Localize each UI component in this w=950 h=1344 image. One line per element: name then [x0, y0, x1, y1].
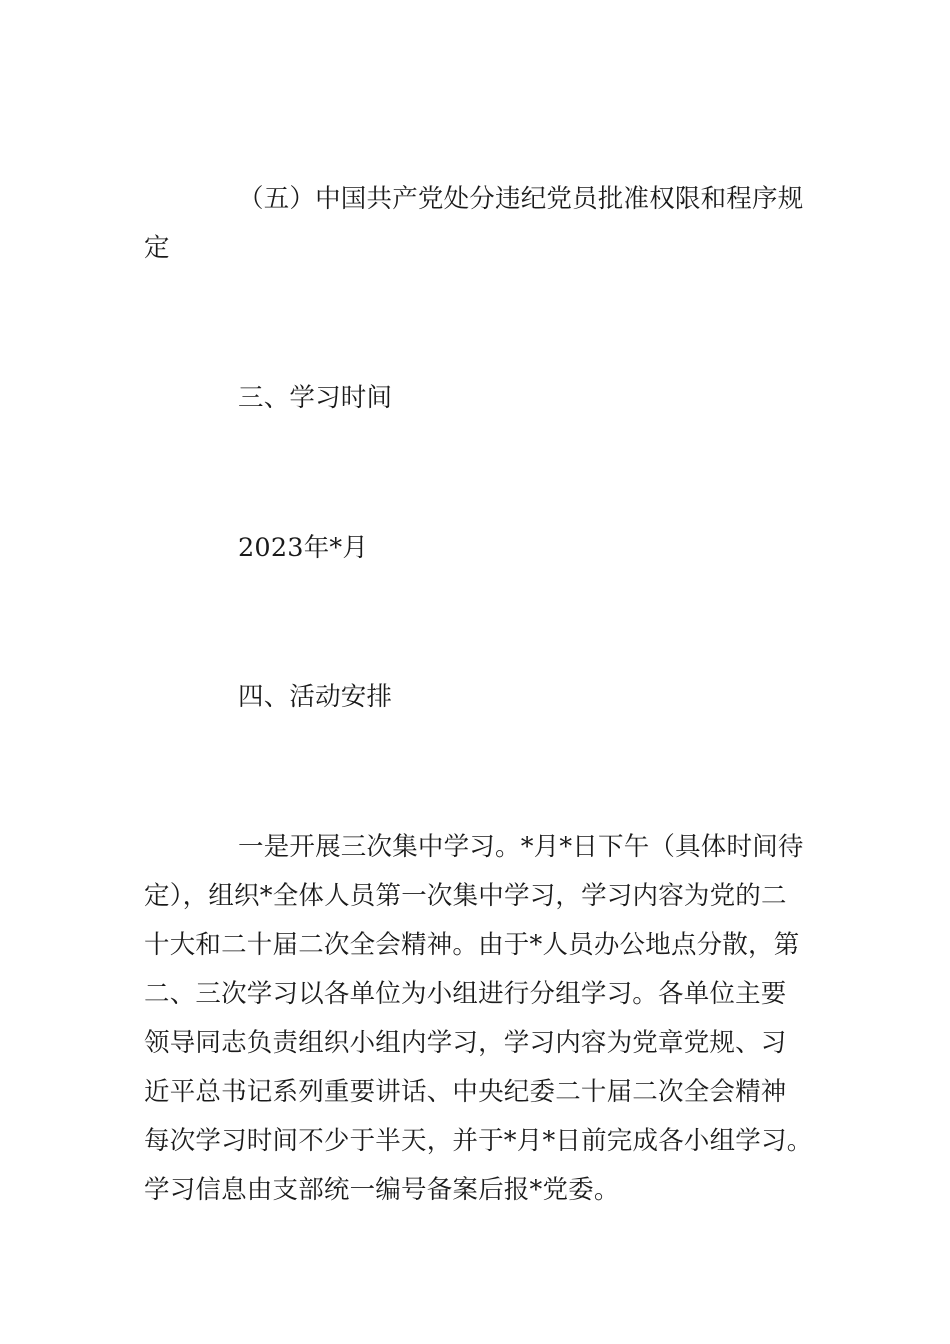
text-line: 十大和二十届二次全会精神。由于*人员办公地点分散，第	[144, 930, 800, 960]
study-time-value	[144, 524, 816, 573]
date-text: 2023年*月	[238, 533, 369, 563]
item-five-paragraph	[144, 175, 816, 273]
text-line: 二、三次学习以各单位为小组进行分组学习。各单位主要	[144, 979, 787, 1009]
heading-text: 三、学习时间	[238, 383, 393, 413]
text-line: 学习信息由支部统一编号备案后报*党委。	[144, 1175, 620, 1205]
text-line: 一是开展三次集中学习。*月*日下午（具体时间待	[238, 832, 804, 862]
section-heading-activity-arrangement	[144, 673, 816, 722]
activity-arrangement-paragraph	[144, 823, 834, 1215]
text-line: 领导同志负责组织小组内学习，学习内容为党章党规、习	[144, 1028, 787, 1058]
text-line: 定），组织*全体人员第一次集中学习，学习内容为党的二	[144, 881, 787, 911]
text-line: 近平总书记系列重要讲话、中央纪委二十届二次全会精神	[144, 1077, 787, 1107]
heading-text: 四、活动安排	[238, 682, 393, 712]
text-line: 定	[144, 233, 170, 263]
text-line: 每次学习时间不少于半天，并于*月*日前完成各小组学习。	[144, 1126, 813, 1156]
text-line: （五）中国共产党处分违纪党员批准权限和程序规	[238, 184, 804, 214]
section-heading-study-time	[144, 374, 816, 423]
